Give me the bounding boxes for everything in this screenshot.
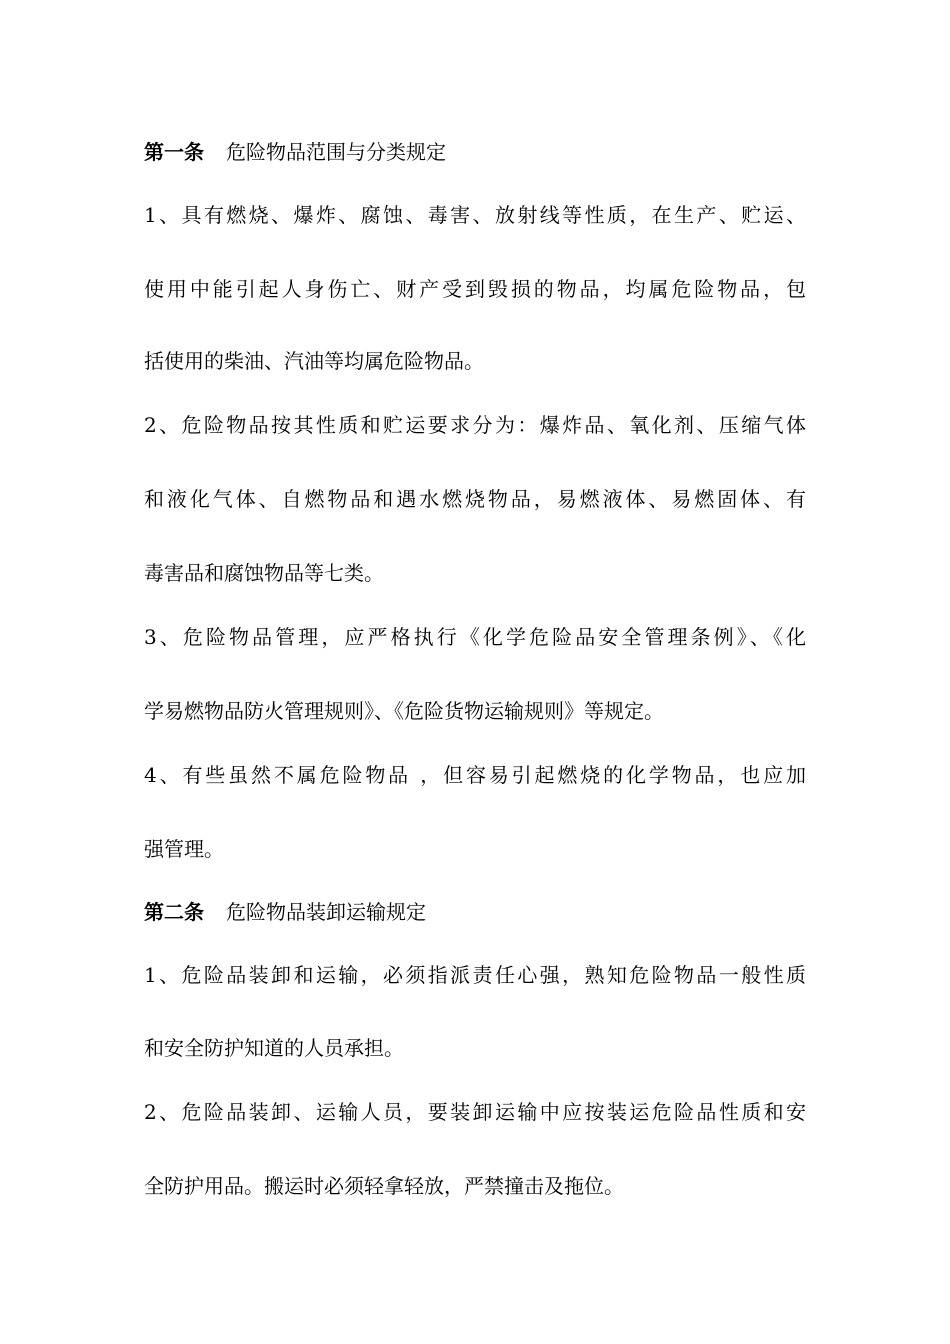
paragraph-line: 1、危险品装卸和运输，必须指派责任心强，熟知危险物品一般性质 [144, 963, 806, 987]
section-heading [144, 896, 806, 928]
paragraph-line: 2、危险物品按其性质和贮运要求分为：爆炸品、氧化剂、压缩气体 [144, 413, 806, 437]
section-heading [144, 136, 806, 168]
article-number: 第二条 [144, 900, 204, 924]
article-title: 危险物品范围与分类规定 [226, 140, 446, 164]
article-title: 危险物品装卸运输规定 [226, 900, 426, 924]
paragraph-line: 2、危险品装卸、运输人员，要装卸运输中应按装运危险品性质和安 [144, 1100, 806, 1124]
paragraph-line: 毒害品和腐蚀物品等七类。 [144, 561, 384, 585]
paragraph-line: 强管理。 [144, 837, 224, 861]
paragraph-line: 全防护用品。搬运时必须轻拿轻放，严禁撞击及拖位。 [144, 1174, 624, 1198]
paragraph-line: 使用中能引起人身伤亡、财产受到毁损的物品，均属危险物品，包 [144, 277, 806, 301]
paragraph-line: 括使用的柴油、汽油等均属危险物品。 [144, 349, 484, 373]
paragraph-line: 和液化气体、自燃物品和遇水燃烧物品，易燃液体、易燃固体、有 [144, 487, 806, 511]
paragraph-line: 4、有些虽然不属危险物品 ，但容易引起燃烧的化学物品，也应加 [144, 763, 806, 787]
paragraph-line: 1、具有燃烧、爆炸、腐蚀、毒害、放射线等性质，在生产、贮运、 [144, 203, 806, 227]
paragraph-line: 学易燃物品防火管理规则》、《危险货物运输规则》等规定。 [144, 699, 664, 723]
paragraph-line: 和安全防护知道的人员承担。 [144, 1036, 404, 1060]
paragraph-line: 3、危险物品管理，应严格执行《化学危险品安全管理条例》、《化 [144, 625, 806, 649]
article-number: 第一条 [144, 140, 204, 164]
